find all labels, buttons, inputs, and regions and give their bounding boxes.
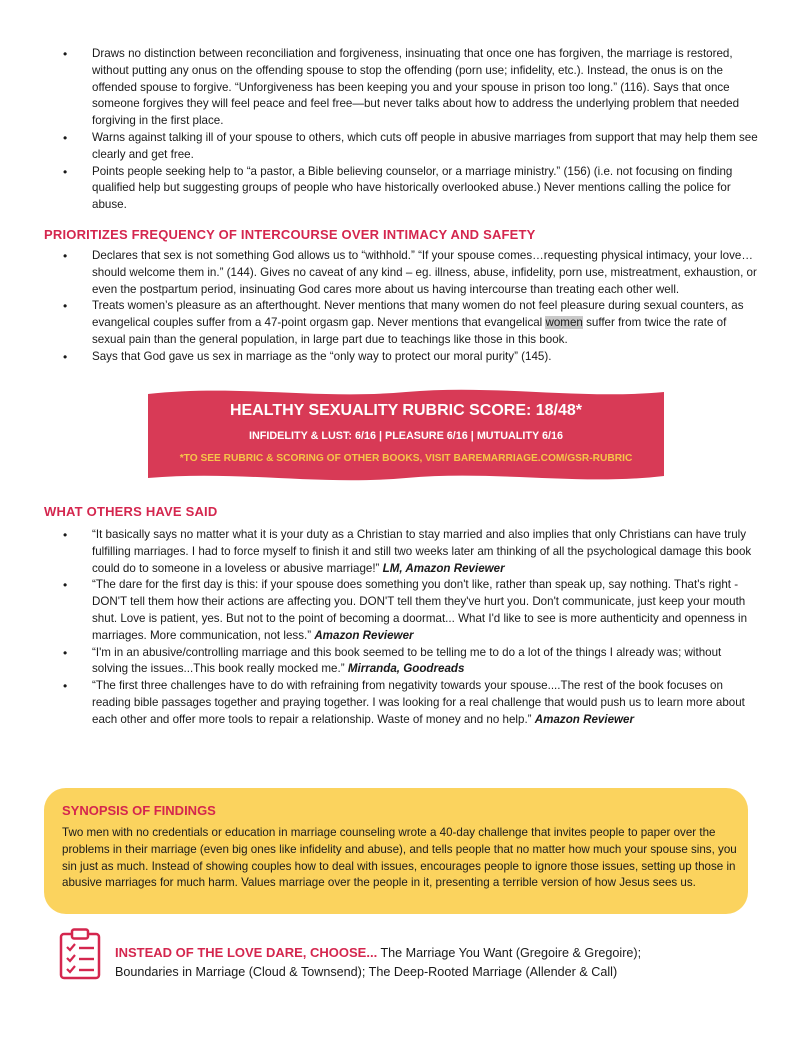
recommendation-line-2: Boundaries in Marriage (Cloud & Townsend); The Deep-Rooted Marriage (Allender & Call) <box>115 965 618 979</box>
bullet-text: suffer from twice the rate of sexual pain than the general population, in large part due to teachings like those in this book. <box>92 316 727 346</box>
list-item <box>44 577 760 644</box>
recommendations <box>58 928 758 988</box>
recommendation-books-1: The Marriage You Want (Gregoire & Gregoire); <box>377 946 642 960</box>
synopsis-box <box>44 788 748 914</box>
section-heading-intercourse: PRIORITIZES FREQUENCY OF INTERCOURSE OVER INTIMACY AND SAFETY <box>44 227 536 242</box>
list-item: • Draws no distinction between reconciliation and forgiveness, insinuating that once one has forgiven, the marriage is restored, without putting any onus on the offending spouse to stop the offending (porn use; infidelity, etc.). Instead, the onus is on the offended spouse to forgive. “Unforgiveness has been keeping you and your spouse in prison too long.” (116). Says that once someone forgives they will feel peace and feel free—but never talks about how to address the underlying problem that needed forgiving in the first place. <box>44 46 760 130</box>
list-item <box>44 678 760 728</box>
list-item <box>44 527 760 577</box>
bullet-text: Treats women’s pleasure as an afterthought. Never mentions that many women do not feel pleasure during sexual counters, as evangelical couples suffer from a 47-point orgasm gap. Never mentions that evangelical <box>92 299 744 330</box>
rubric-note-link[interactable]: *TO SEE RUBRIC & SCORING OF OTHER BOOKS, VISIT BAREMARRIAGE.COM/GSR-RUBRIC <box>179 453 633 464</box>
quote-source: Amazon Reviewer <box>314 628 414 642</box>
synopsis-title: SYNOPSIS OF FINDINGS <box>62 803 216 818</box>
section-heading-others: WHAT OTHERS HAVE SAID <box>44 504 218 519</box>
quote-text: “It basically says no matter what it is your duty as a Christian to stay married and also implies that only Christians can have truly fulfilling marriages. I had to force myself to finish it and still two weeks later am thinking of all the psychological damage this book could do to someone in a loveless or abusive marriage!” <box>92 528 752 575</box>
rubric-score-banner <box>148 386 664 484</box>
list-item: • Says that God gave us sex in marriage as the “only way to protect our moral purity” (145). <box>44 349 760 366</box>
recommendation-label: INSTEAD OF THE LOVE DARE, CHOOSE... <box>115 945 378 960</box>
reviews-list <box>44 527 760 729</box>
list-item <box>44 645 760 679</box>
highlighted-word: women <box>545 316 583 330</box>
quote-text: “The dare for the first day is this: if your spouse does something you don't like, rather than speak up, say nothing. That's right - DON'T tell them how their actions are affecting you. DON'T tell them they've hurt you. Don't communicate, just keep your mouth shut. Love is patient, yes. But not to the point of becoming a doormat... What I'd like to see is more authenticity and openness in marriages. More communication, not less.” <box>92 578 748 642</box>
quote-source: LM, Amazon Reviewer <box>382 561 505 575</box>
rubric-breakdown: INFIDELITY & LUST: 6/16 | PLEASURE 6/16 | MUTUALITY 6/16 <box>248 430 564 442</box>
list-item: • Points people seeking help to “a pastor, a Bible believing counselor, or a marriage ministry.” (156) (i.e. not focusing on finding qualified help but suggesting groups of people who have historically overlooked abuse.) Never mentions calling the police for abuse. <box>44 164 760 214</box>
quote-text: “I'm in an abusive/controlling marriage and this book seemed to be telling me to do a lot of the things I already was; without solving the issues...This book really mocked me.” <box>92 645 722 676</box>
synopsis-body: Two men with no credentials or education in marriage counseling wrote a 40-day challenge that invites people to paper over the problems in their marriage (even big ones like infidelity and abuse), and tells people that no matter how much your spouse sins, you sin just as much. Instead of showing couples how to deal with issues, encourages people to ignore those issues, setting up those in abusive marriages for much harm. Values marriage over the people in it, presenting a terrible version of how Jesus sees us. <box>62 826 737 890</box>
intro-bullet-list <box>44 46 760 214</box>
quote-source: Amazon Reviewer <box>534 712 634 726</box>
checklist-clipboard-icon <box>58 928 102 980</box>
list-item <box>44 298 760 348</box>
list-item: • Declares that sex is not something God allows us to “withhold.” “If your spouse comes…requesting physical intimacy, your love…should welcome them in.” (144). Gives no caveat of any kind – eg. illness, abuse, infidelity, porn use, mistreatment, exhaustion, or even the postpartum period, insinuating God cares more about us having intercourse than treating each other well. <box>44 248 760 298</box>
quote-source: Mirranda, Goodreads <box>347 662 465 676</box>
rubric-score: HEALTHY SEXUALITY RUBRIC SCORE: 18/48* <box>229 402 583 419</box>
list-item: • Warns against talking ill of your spouse to others, which cuts off people in abusive marriages from support that may help them see clearly and get free. <box>44 130 760 164</box>
recommendation-line-1 <box>115 945 641 960</box>
intercourse-bullet-list <box>44 248 760 366</box>
quote-text: “The first three challenges have to do with refraining from negativity towards your spouse....The rest of the book focuses on reading bible passages together and praying together. I was looking for a real challenge that would push us to learn more about each other and offer more tools to repair a relationship. Waste of money and no help.” <box>92 679 745 726</box>
